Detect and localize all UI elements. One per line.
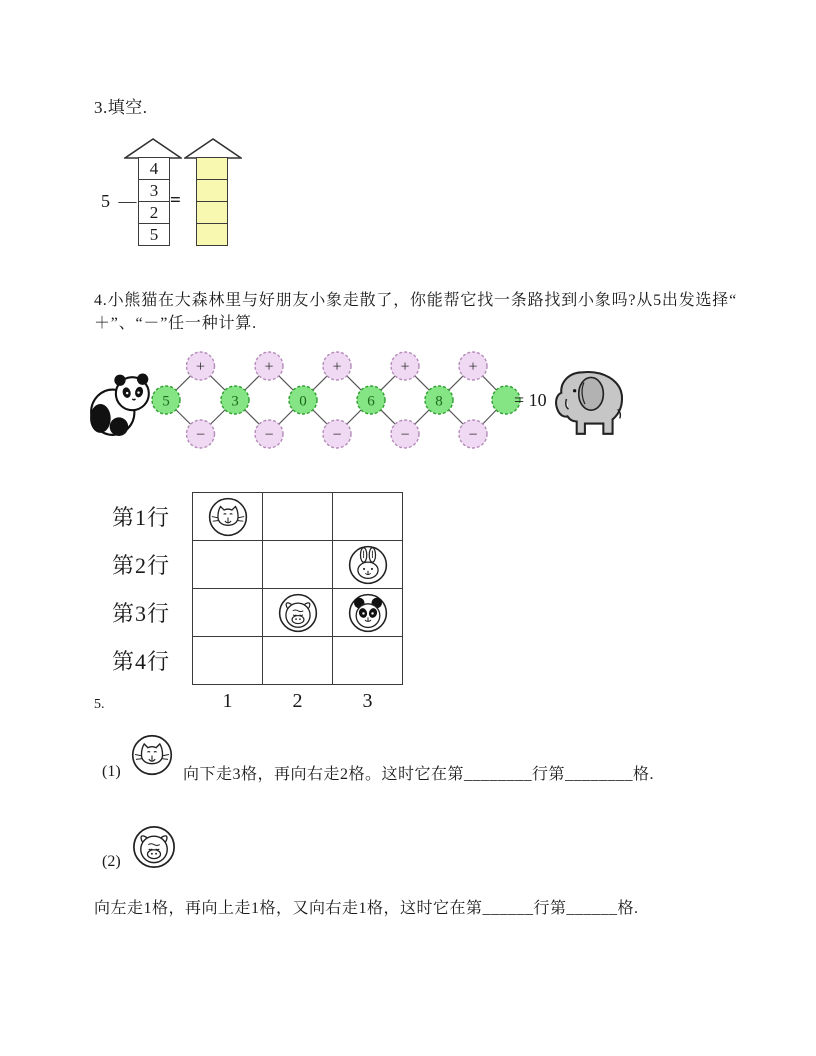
column-label-spacer (112, 685, 193, 718)
chain-result: = 10 (514, 390, 547, 410)
number-circle-value: 3 (231, 393, 239, 410)
row-label: 第2行 (112, 553, 171, 578)
answer-cell (196, 201, 228, 224)
minus-sign: − (195, 426, 206, 444)
number-circle-value: 0 (299, 393, 307, 410)
number-circle-value: 6 (367, 393, 375, 410)
column-label: 1 (222, 690, 233, 712)
plus-sign: + (195, 358, 206, 376)
number-circle-value: 8 (435, 393, 443, 410)
animal-grid (112, 492, 403, 717)
grid-cell (263, 541, 333, 589)
bear-icon (263, 592, 332, 634)
panda-icon (333, 592, 402, 634)
question-4-line2: ＋”、“－”任一种计算. (94, 315, 257, 332)
question-4-heading (94, 289, 737, 335)
number-circle-value: 5 (162, 393, 170, 410)
minus-sign: − (332, 426, 342, 444)
question-5-1-label: (1) (102, 763, 121, 780)
tower-cell: 5 (138, 223, 170, 246)
bear-icon (131, 824, 177, 870)
question-5-1-text: 向下走3格，再向右走2格。这时它在第________行第________格. (183, 766, 655, 783)
grid-cell (263, 637, 333, 685)
tower-roof-right (184, 137, 242, 159)
grid-cell (193, 637, 263, 685)
minus-sign: − (264, 426, 274, 444)
question-4-line1: 4.小熊猫在大森林里与好朋友小象走散了，你能帮它找一条路找到小象吗?从5出发选择“ (94, 292, 738, 309)
cat-icon (130, 733, 174, 777)
expression-left: 5 — (101, 191, 139, 211)
grid-cell (193, 589, 263, 637)
answer-cell (196, 179, 228, 202)
answer-cell (196, 157, 228, 180)
equals-sign: = (170, 190, 181, 211)
rabbit-icon (333, 544, 402, 586)
tower-cell: 2 (138, 201, 170, 224)
answer-tower (196, 158, 228, 246)
grid-cell (333, 541, 403, 589)
calculation-chain (140, 346, 532, 456)
question-5-2-text: 向左走1格，再向上走1格，又向右走1格，这时它在第______行第______格. (94, 900, 639, 917)
minus-sign: − (468, 426, 478, 444)
plus-sign: + (332, 358, 342, 376)
row-label: 第3行 (112, 601, 171, 626)
column-label: 3 (362, 690, 373, 712)
number-tower (138, 158, 170, 246)
grid-cell (263, 493, 333, 541)
grid-cell (193, 541, 263, 589)
question-5-number: 5. (94, 697, 105, 712)
grid-cell (333, 493, 403, 541)
plus-sign: + (264, 358, 274, 376)
column-label: 2 (292, 690, 303, 712)
grid-cell (333, 589, 403, 637)
elephant-icon (552, 360, 626, 442)
tower-roof-left (124, 137, 182, 159)
plus-sign: + (400, 358, 410, 376)
question-3-heading: 3.填空. (94, 98, 148, 117)
grid-cell (263, 589, 333, 637)
tower-cell: 3 (138, 179, 170, 202)
row-label: 第1行 (112, 505, 171, 530)
answer-cell (196, 223, 228, 246)
grid-cell (333, 637, 403, 685)
grid-cell (193, 493, 263, 541)
minus-sign: − (400, 426, 410, 444)
row-label: 第4行 (112, 649, 171, 674)
question-5-2-label: (2) (102, 853, 121, 870)
cat-icon (193, 496, 262, 538)
tower-cell: 4 (138, 157, 170, 180)
plus-sign: + (468, 358, 478, 376)
